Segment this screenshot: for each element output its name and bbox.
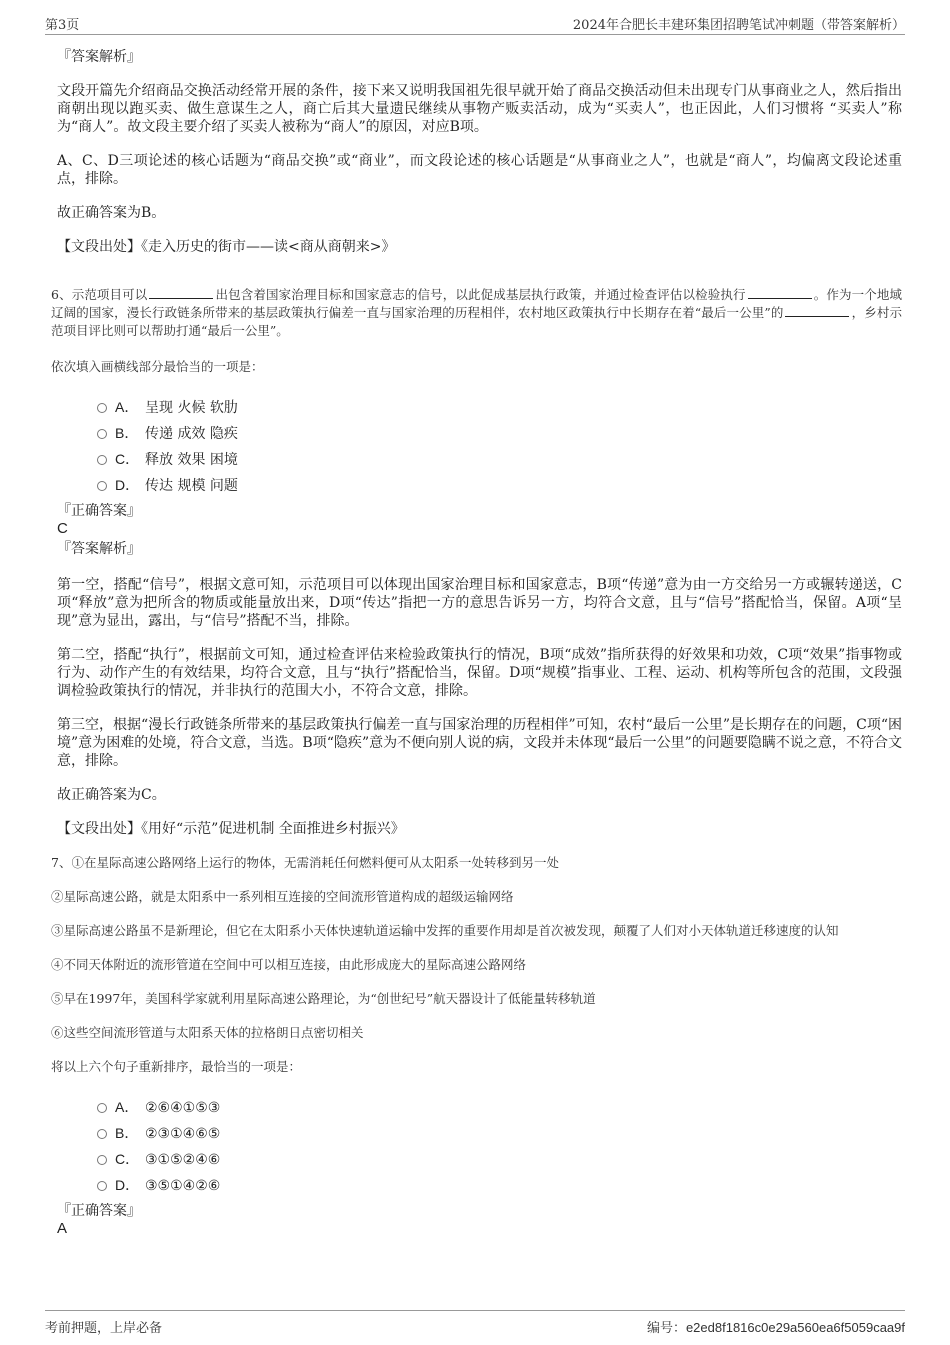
page-number: 第3页: [45, 18, 80, 33]
radio-icon[interactable]: [97, 403, 107, 413]
q7-prompt: 将以上六个句子重新排序，最恰当的一项是：: [51, 1059, 302, 1074]
q7-option-d[interactable]: D． ③⑤①④②⑥: [97, 1176, 902, 1194]
radio-icon[interactable]: [97, 455, 107, 465]
radio-icon[interactable]: [97, 1181, 107, 1191]
q7-option-a[interactable]: A． ②⑥④①⑤③: [97, 1098, 902, 1116]
q6-answer: C: [57, 520, 68, 537]
q7-sentence-3: ③星际高速公路虽不是新理论，但它在太阳系小天体快速轨道运输中发挥的重要作用却是首次被发现，颠覆了人们对小天体轨道迁移速度的认知: [51, 923, 839, 938]
page-content: [51, 48, 902, 1238]
q6-analysis-para1: 第一空，搭配“信号”，根据文意可知，示范项目可以体现出国家治理目标和国家意志，B项“传递”意为由一方交给另一方或辗转递送，C项“释放”意为把所含的物质或能量放出来，D项“传达”指把一方的意思告诉另一方，均符合文意，且与“信号”搭配恰当，保留。A项“呈现”意为显出，露出，与“信号”搭配不当，排除。: [57, 577, 902, 629]
q6-answer-title: 『正确答案』: [57, 503, 141, 519]
q7-sentence-1: 7、①在星际高速公路网络上运行的物体，无需消耗任何燃料便可从太阳系一处转移到另一处: [51, 855, 559, 870]
q7-option-b[interactable]: B． ②③①④⑥⑤: [97, 1124, 902, 1142]
q7-option-c[interactable]: C． ③①⑤②④⑥: [97, 1150, 902, 1168]
q6-blank-3: [785, 304, 849, 317]
q6-source: 【文段出处】《用好“示范”促进机制 全面推进乡村振兴》: [57, 821, 405, 837]
q6-option-a[interactable]: A． 呈现 火候 软肋: [97, 398, 902, 416]
q5-conclusion: 故正确答案为B。: [57, 205, 166, 221]
radio-icon[interactable]: [97, 1103, 107, 1113]
q7-sentence-2: ②星际高速公路，就是太阳系中一系列相互连接的空间流形管道构成的超级运输网络: [51, 889, 514, 904]
document-code: 编号：e2ed8f1816c0e29a560ea6f5059caa9f: [646, 1320, 905, 1336]
q5-analysis-para2: A、C、D三项论述的核心话题为“商品交换”或“商业”，而文段论述的核心话题是“从事商业之人”，也就是“商人”，均偏离文段论述重点，排除。: [57, 153, 902, 187]
q7-sentence-4: ④不同天体附近的流形管道在空间中可以相互连接，由此形成庞大的星际高速公路网络: [51, 957, 527, 972]
q7-options: [57, 1098, 902, 1194]
q6-stem: 6、示范项目可以 出包含着国家治理目标和国家意志的信号，以此促成基层执行政策，并通过检查评估以检验执行 。作为一个地域辽阔的国家，漫长行政链条所带来的基层政策执行偏差一直与国家治理的历程相伴，农村地区政策执行中长期存在着“最后一公里”的 ，乡村示范项目评比则可以帮助打通“最后一公里”。: [51, 287, 902, 338]
q7-answer: A: [57, 1220, 68, 1237]
radio-icon[interactable]: [97, 1129, 107, 1139]
q6-analysis-para2: 第二空，搭配“执行”，根据前文可知，通过检查评估来检验政策执行的情况，B项“成效”指所获得的好效果和功效，C项“效果”指事物或行为、动作产生的有效结果，均符合文意，且与“执行”搭配恰当，保留。D项“规模”指事业、工程、运动、机构等所包含的范围，文段强调检验政策执行的情况，并非执行的范围大小，不符合文意，排除。: [57, 647, 902, 699]
q7-sentence-5: ⑤早在1997年，美国科学家就利用星际高速公路理论，为“创世纪号”航天器设计了低能量转移轨道: [51, 991, 596, 1006]
radio-icon[interactable]: [97, 1155, 107, 1165]
q6-option-d[interactable]: D． 传达 规模 问题: [97, 476, 902, 494]
radio-icon[interactable]: [97, 429, 107, 439]
document-title: 2024年合肥长丰建环集团招聘笔试冲刺题（带答案解析）: [572, 18, 905, 33]
page-header: [45, 14, 905, 35]
q5-source: 【文段出处】《走入历史的街市——读<商从商朝来>》: [57, 239, 396, 255]
q6-option-c[interactable]: C． 释放 效果 困境: [97, 450, 902, 468]
q7-sentence-6: ⑥这些空间流形管道与太阳系天体的拉格朗日点密切相关: [51, 1025, 364, 1040]
q6-blank-1: [149, 286, 213, 299]
page-footer: [45, 1310, 905, 1335]
q6-analysis-para3: 第三空，根据“漫长行政链条所带来的基层政策执行偏差一直与国家治理的历程相伴”可知，农村“最后一公里”是长期存在的问题，C项“困境”意为困难的处境，符合文意，当选。B项“隐疾”意为不便向别人说的病，文段并未体现“最后一公里”的问题要隐瞒不说之意，不符合文意，排除。: [57, 717, 902, 769]
radio-icon[interactable]: [97, 481, 107, 491]
q6-analysis-title: 『答案解析』: [57, 541, 141, 557]
q6-option-b[interactable]: B． 传递 成效 隐疾: [97, 424, 902, 442]
q5-analysis-para1: 文段开篇先介绍商品交换活动经常开展的条件，接下来又说明我国祖先很早就开始了商品交换活动但未出现专门从事商业之人，然后指出商朝出现以跑买卖、做生意谋生之人，商亡后其大量遗民继续从事物产贩卖活动，成为“买卖人”，也正因此，人们习惯将 “买卖人”称为“商人”。故文段主要介绍了买卖人被称为“商人”的原因，对应B项。: [57, 83, 902, 135]
q6-blank-2: [748, 286, 812, 299]
q5-analysis-title: 『答案解析』: [57, 49, 141, 65]
footer-slogan: 考前押题，上岸必备: [45, 1321, 163, 1336]
q6-conclusion: 故正确答案为C。: [57, 787, 166, 803]
q7-answer-title: 『正确答案』: [57, 1203, 141, 1219]
q6-prompt: 依次填入画横线部分最恰当的一项是：: [51, 359, 264, 374]
q6-options: [57, 398, 902, 494]
